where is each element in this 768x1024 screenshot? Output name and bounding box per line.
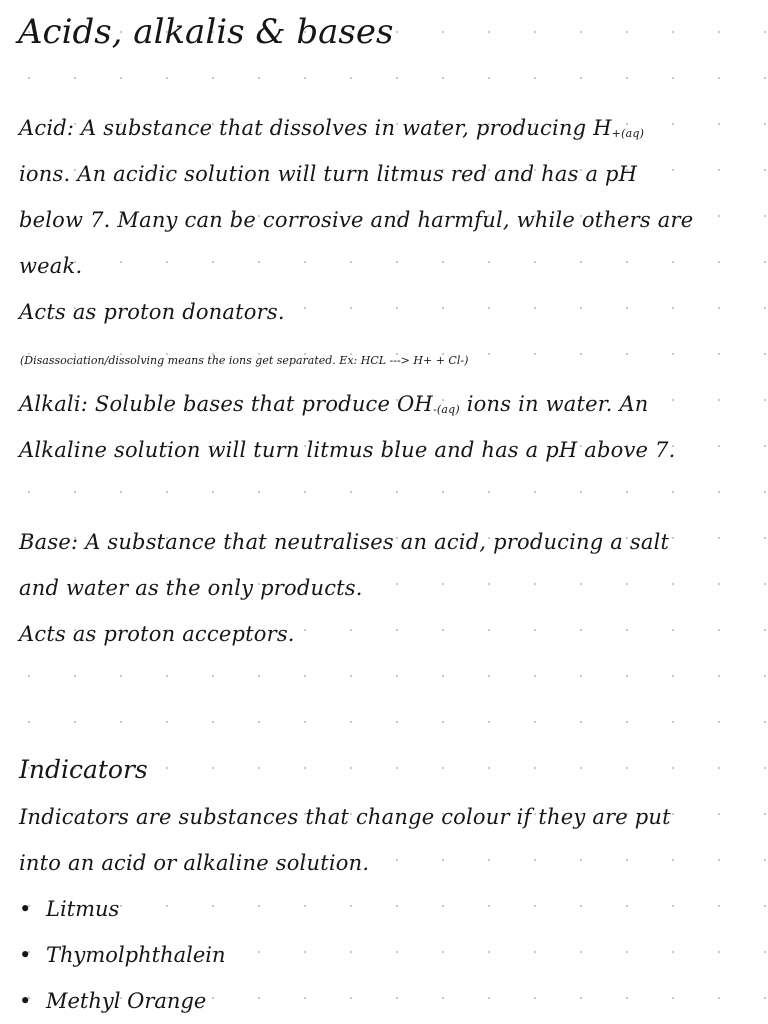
acid-line-3: below 7. Many can be corrosive and harmful, while others are — [19, 208, 694, 232]
alkali-line-1-text: Alkali: Soluble bases that produce OH — [19, 392, 433, 416]
bullet-icon: • — [19, 897, 32, 921]
alkali-line-1-end: ions in water. An — [466, 392, 649, 416]
indicator-thymolphthalein: Thymolphthalein — [46, 943, 226, 967]
acid-line-1-text: Acid: A substance that dissolves in water, producing H — [19, 116, 612, 140]
alkali-ion-subscript: -(aq) — [432, 403, 460, 416]
dissociation-note: (Disassociation/dissolving means the ions get separated. Ex: HCL ---> H+ + Cl-) — [20, 354, 469, 367]
acid-line-1 — [19, 114, 644, 148]
base-line-3: Acts as proton acceptors. — [19, 622, 295, 646]
base-line-1: Base: A substance that neutralises an acid, producing a salt — [19, 530, 670, 554]
alkali-line-2: Alkaline solution will turn litmus blue and has a pH above 7. — [19, 438, 676, 462]
alkali-line-1 — [19, 390, 649, 424]
acid-line-2: ions. An acidic solution will turn litmus red and has a pH — [19, 162, 638, 186]
indicators-heading: Indicators — [19, 755, 148, 784]
page-title: Acids, alkalis & bases — [18, 12, 394, 52]
indicators-line-1: Indicators are substances that change colour if they are put — [19, 805, 671, 829]
acid-line-4: weak. — [19, 254, 83, 278]
indicator-methyl-orange: Methyl Orange — [46, 989, 207, 1013]
acid-ion-subscript: +(aq) — [611, 127, 645, 140]
base-line-2: and water as the only products. — [19, 576, 363, 600]
indicators-line-2: into an acid or alkaline solution. — [19, 851, 370, 875]
indicator-litmus: Litmus — [46, 897, 120, 921]
bullet-icon: • — [19, 943, 32, 967]
acid-line-5: Acts as proton donators. — [19, 300, 285, 324]
bullet-icon: • — [19, 989, 32, 1013]
